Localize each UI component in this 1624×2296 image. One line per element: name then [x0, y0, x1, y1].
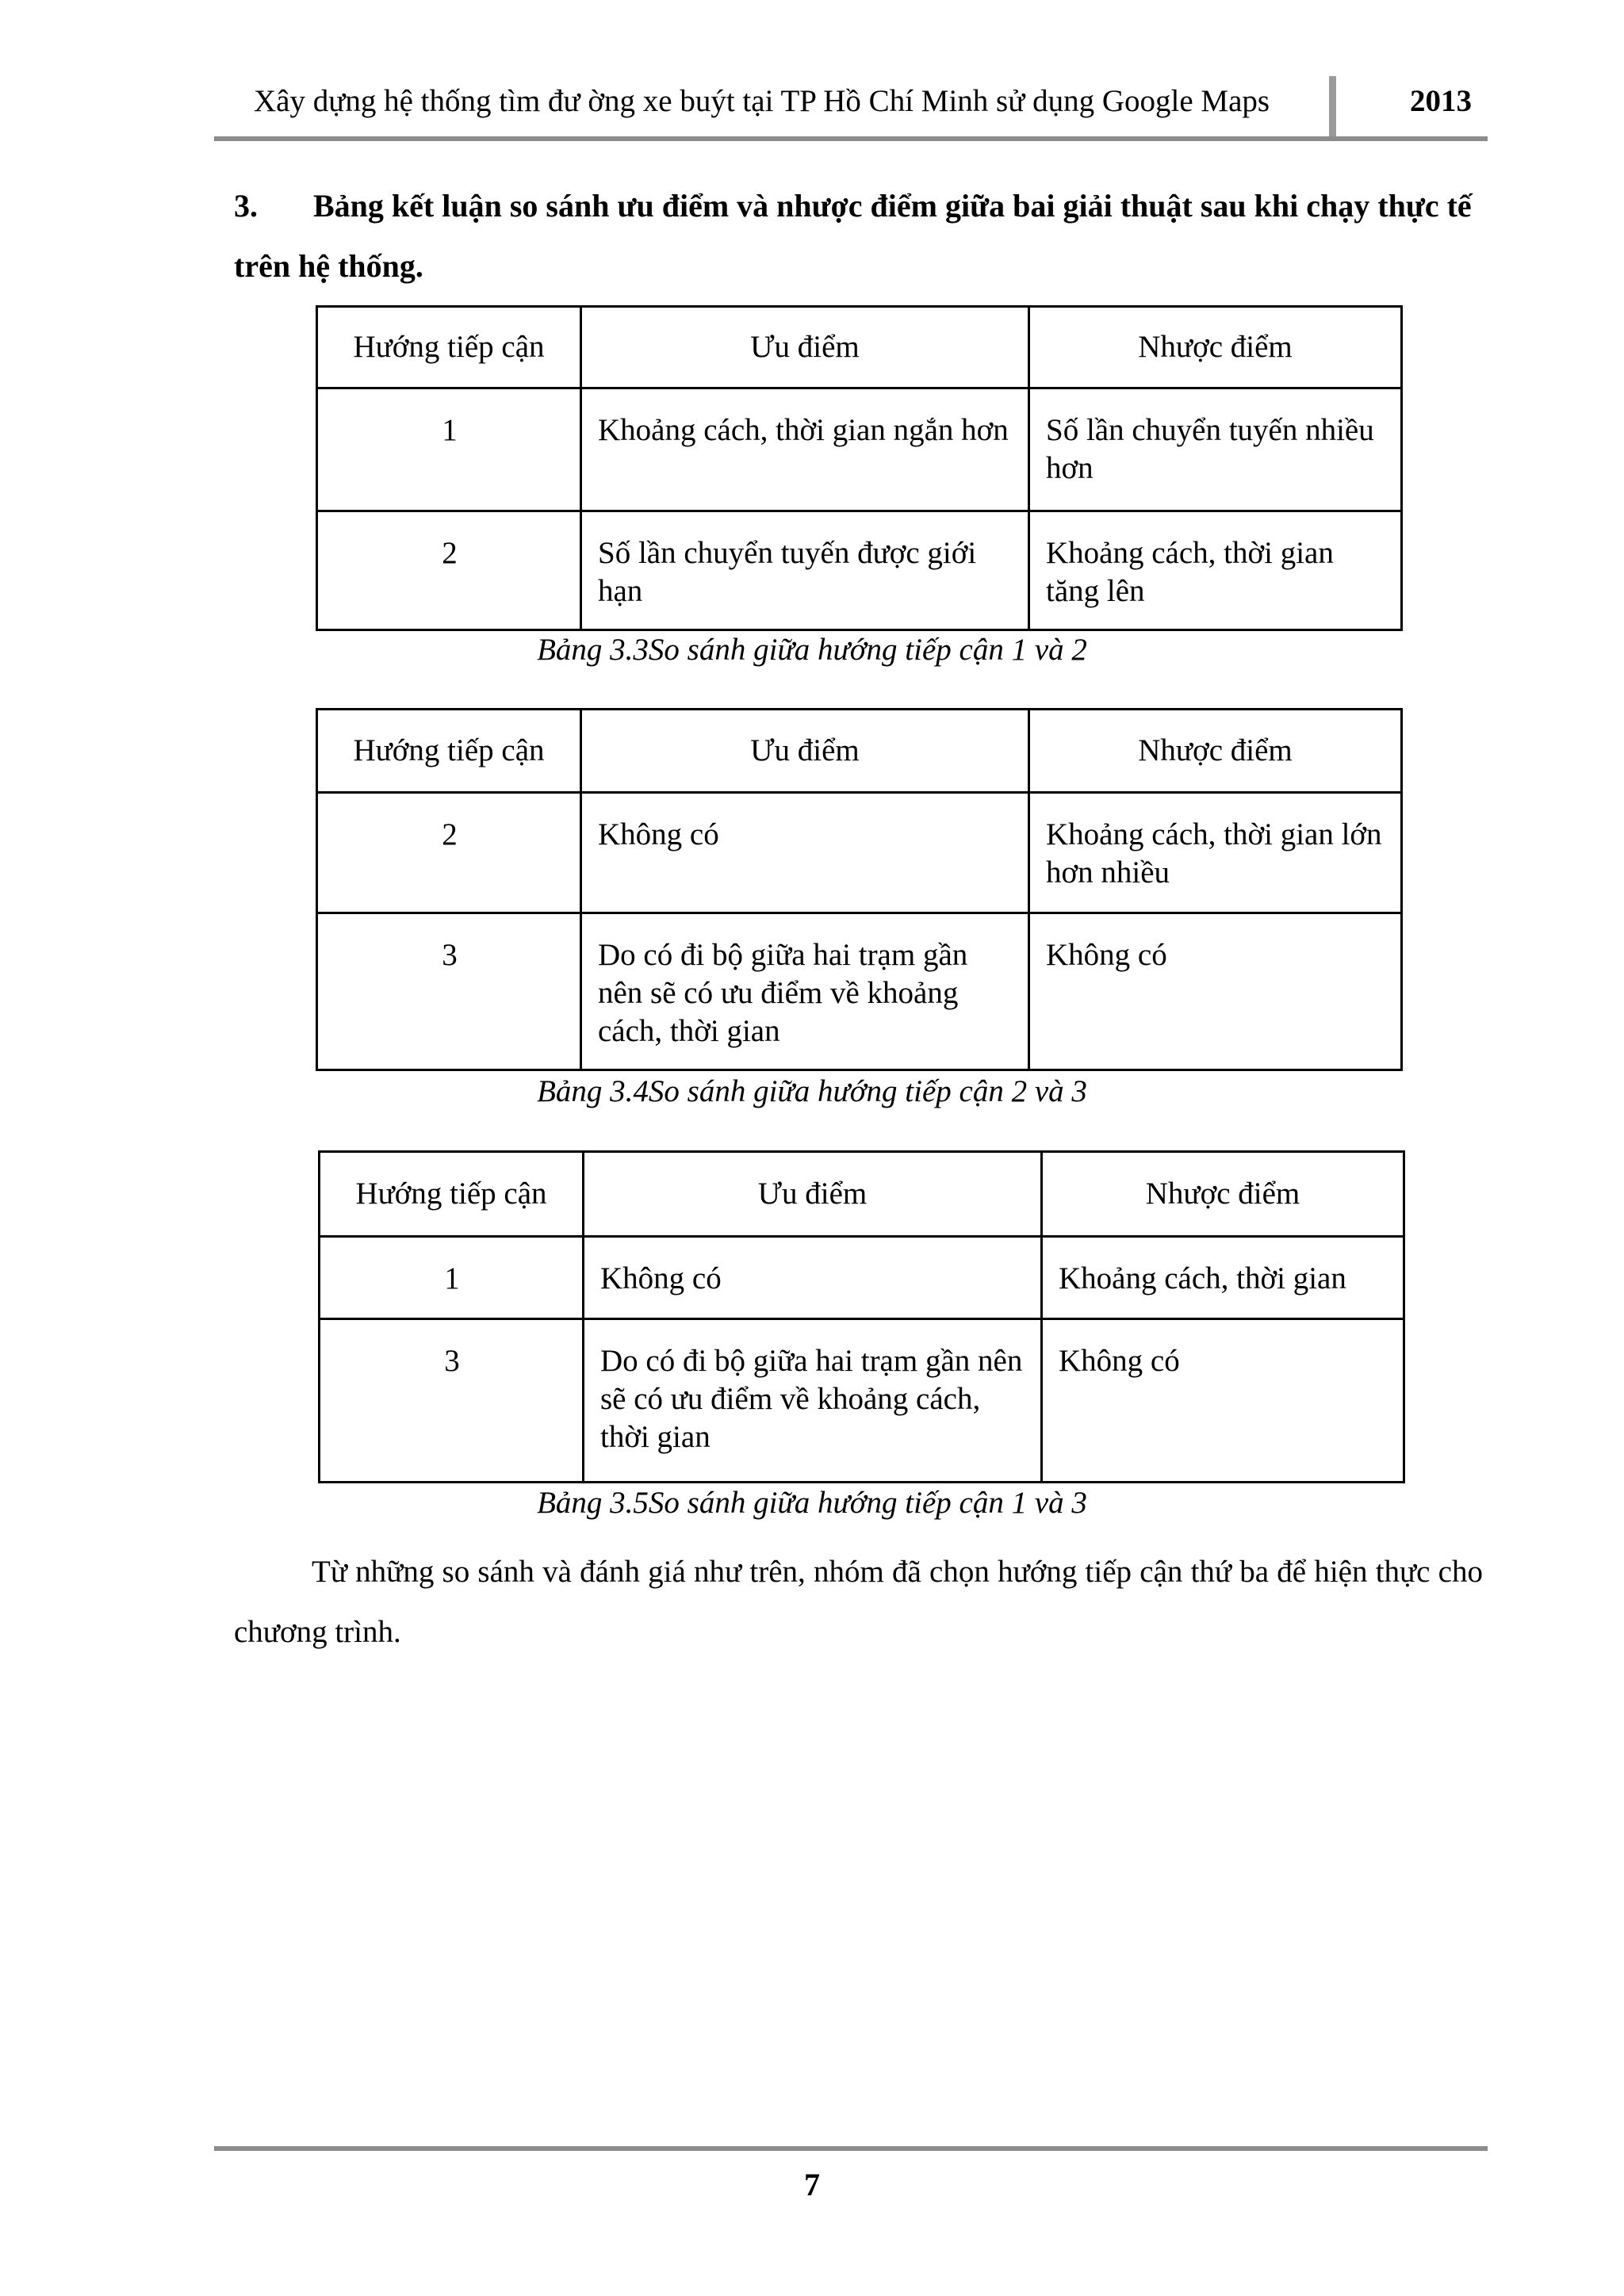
- header-cell-advantage: Ưu điểm: [581, 710, 1029, 793]
- header-cell-advantage: Ưu điểm: [584, 1152, 1042, 1237]
- table-row: [320, 1237, 1404, 1319]
- cell-advantage: Khoảng cách, thời gian ngắn hơn: [581, 388, 1029, 511]
- cell-approach: 2: [317, 511, 581, 630]
- section-number: 3.: [234, 188, 258, 224]
- comparison-table-2: [316, 708, 1403, 1071]
- header-cell-disadvantage: Nhược điểm: [1042, 1152, 1404, 1237]
- header-cell-approach: Hướng tiếp cận: [317, 710, 581, 793]
- header-cell-approach: Hướng tiếp cận: [320, 1152, 584, 1237]
- section-heading-text: Bảng kết luận so sánh ưu điểm và nhược điểm giữa bai giải thuật sau khi chạy thực tế trên hệ thống.: [234, 188, 1472, 284]
- cell-approach: 1: [320, 1237, 584, 1319]
- table-header-row: [317, 307, 1402, 388]
- cell-advantage: Do có đi bộ giữa hai trạm gần nên sẽ có ưu điểm về khoảng cách, thời gian: [584, 1319, 1042, 1483]
- conclusion-paragraph: Từ những so sánh và đánh giá như trên, nhóm đã chọn hướng tiếp cận thứ ba để hiện thực cho chương trình.: [234, 1555, 1483, 1649]
- header-rule: [214, 136, 1488, 141]
- header-cell-advantage: Ưu điểm: [581, 307, 1029, 388]
- cell-approach: 3: [320, 1319, 584, 1483]
- cell-advantage: Không có: [584, 1237, 1042, 1319]
- table-row: [317, 913, 1402, 1070]
- footer-rule: [214, 2146, 1488, 2151]
- header-divider: [1329, 76, 1336, 138]
- page-number: 7: [804, 2167, 820, 2202]
- cell-advantage: Không có: [581, 793, 1029, 913]
- cell-approach: 2: [317, 793, 581, 913]
- comparison-table-3: [318, 1150, 1405, 1483]
- header-cell-disadvantage: Nhược điểm: [1029, 710, 1402, 793]
- table-caption-3: Bảng 3.5So sánh giữa hướng tiếp cận 1 và 3: [537, 1486, 1087, 1520]
- table-header-row: [320, 1152, 1404, 1237]
- table-row: [317, 793, 1402, 913]
- cell-approach: 1: [317, 388, 581, 511]
- cell-disadvantage: Khoảng cách, thời gian tăng lên: [1029, 511, 1402, 630]
- cell-advantage: Do có đi bộ giữa hai trạm gần nên sẽ có ưu điểm về khoảng cách, thời gian: [581, 913, 1029, 1070]
- header-title: Xây dựng hệ thống tìm đư ờng xe buýt tại TP Hồ Chí Minh sử dụng Google Maps: [254, 84, 1270, 118]
- table-row: [317, 511, 1402, 630]
- table-row: [317, 388, 1402, 511]
- cell-approach: 3: [317, 913, 581, 1070]
- table-header-row: [317, 710, 1402, 793]
- cell-disadvantage: Không có: [1042, 1319, 1404, 1483]
- cell-disadvantage: Khoảng cách, thời gian lớn hơn nhiều: [1029, 793, 1402, 913]
- cell-disadvantage: Số lần chuyển tuyến nhiều hơn: [1029, 388, 1402, 511]
- header-cell-approach: Hướng tiếp cận: [317, 307, 581, 388]
- cell-disadvantage: Khoảng cách, thời gian: [1042, 1237, 1404, 1319]
- header-year: 2013: [1410, 84, 1472, 118]
- section-heading: [234, 176, 1483, 297]
- cell-advantage: Số lần chuyển tuyến được giới hạn: [581, 511, 1029, 630]
- header-cell-disadvantage: Nhược điểm: [1029, 307, 1402, 388]
- table-row: [320, 1319, 1404, 1483]
- comparison-table-1: [316, 305, 1403, 631]
- table-caption-2: Bảng 3.4So sánh giữa hướng tiếp cận 2 và 3: [537, 1074, 1087, 1108]
- cell-disadvantage: Không có: [1029, 913, 1402, 1070]
- table-caption-1: Bảng 3.3So sánh giữa hướng tiếp cận 1 và 2: [537, 633, 1087, 667]
